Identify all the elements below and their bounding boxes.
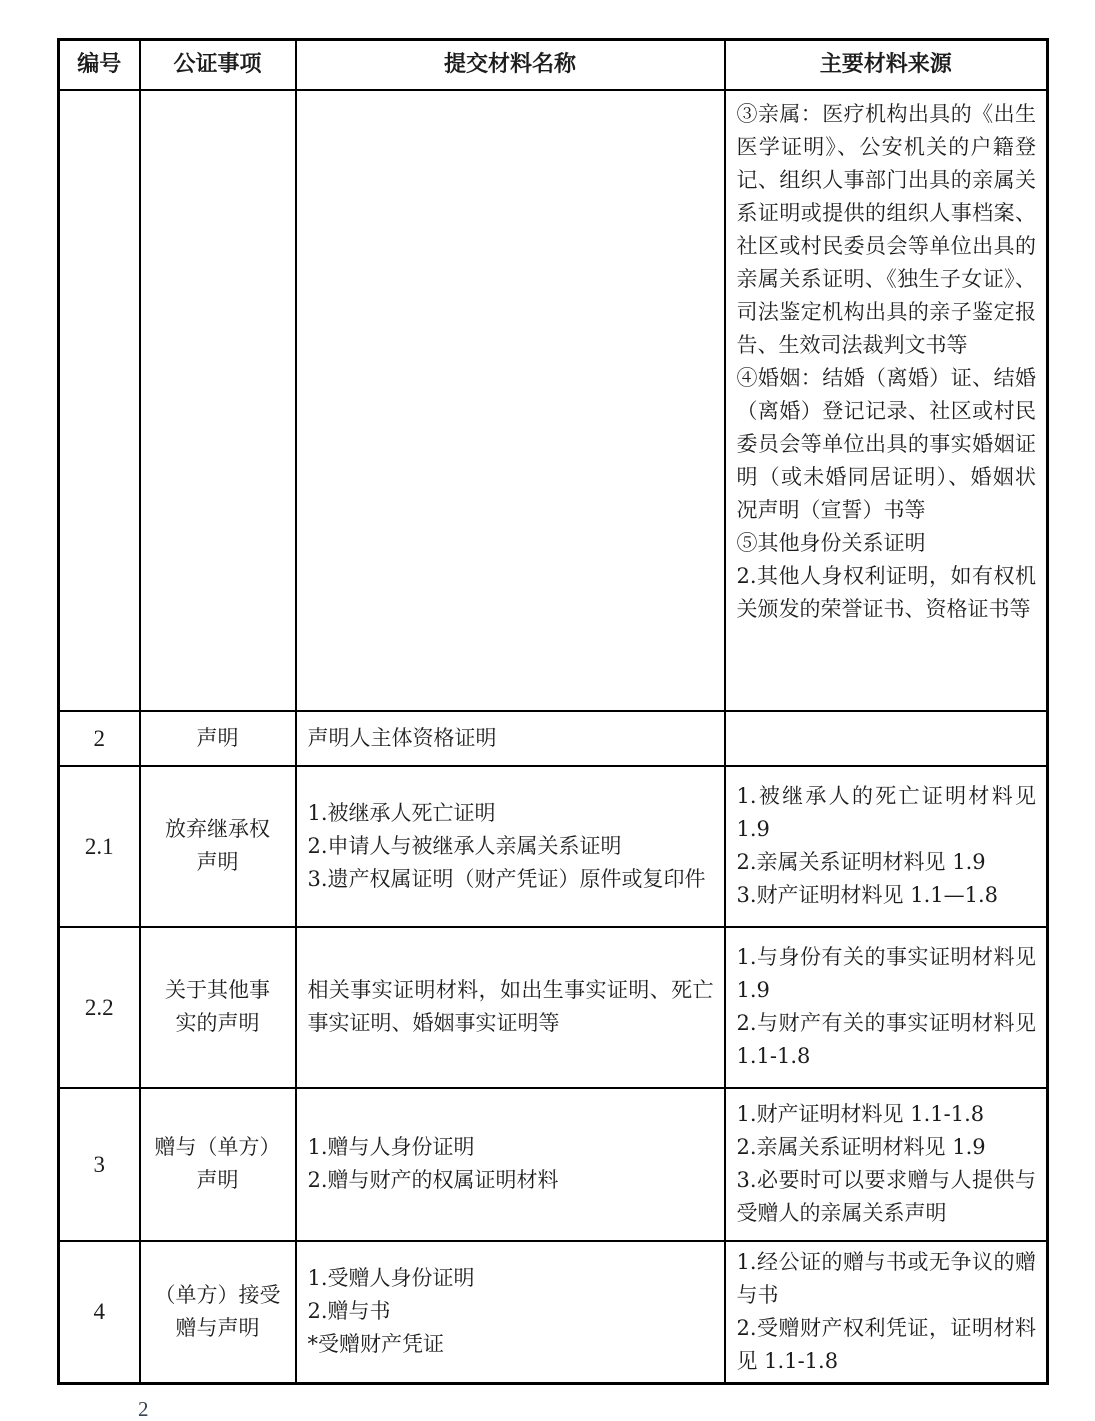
row-materials-cell	[296, 90, 725, 711]
row-matter-cell	[140, 1088, 296, 1241]
row-matter-cell	[140, 1241, 296, 1384]
table-row	[59, 1241, 1048, 1384]
text-line: 声明	[196, 725, 239, 750]
text-line: 实的声明	[175, 1011, 260, 1035]
text-line: 2.受赠财产权利凭证，证明材料见 1.1-1.8	[736, 1315, 1036, 1373]
table-row	[59, 766, 1048, 927]
page-number-partial: 2	[138, 1397, 149, 1421]
row-materials-cell	[296, 766, 725, 927]
row-matter-cell	[140, 766, 296, 927]
text-line: 1.被继承人死亡证明	[307, 800, 496, 825]
text-line: 放弃继承权	[165, 817, 270, 841]
row-materials-cell	[296, 1088, 725, 1241]
row-sources-cell	[725, 766, 1048, 927]
row-id-cell: 2.1	[59, 766, 140, 927]
text-line: 相关事实证明材料，如出生事实证明、死亡事实证明、婚姻事实证明等	[307, 978, 714, 1035]
row-sources-cell	[725, 1241, 1048, 1384]
text-line: 1.受赠人身份证明	[307, 1266, 475, 1290]
text-line: 3.财产证明材料见 1.1—1.8	[736, 883, 999, 907]
header-cell-matter: 公证事项	[140, 40, 296, 90]
row-id-cell: 2.2	[59, 927, 140, 1088]
text-line: ③亲属：医疗机构出具的《出生医学证明》、公安机关的户籍登记、组织人事部门出具的亲属关系证明或提供的组织人事档案、社区或村民委员会等单位出具的亲属关系证明、《独生子女证》、司法鉴定机构出具的亲子鉴定报告、生效司法裁判文书等	[736, 101, 1036, 357]
row-id-cell: 4	[59, 1241, 140, 1384]
text-line: 1.被继承人的死亡证明材料见 1.9	[736, 784, 1036, 841]
table-header-row	[59, 40, 1048, 90]
notary-materials-table	[57, 38, 1049, 1385]
header-cell-id: 编号	[59, 40, 140, 90]
row-matter-cell	[140, 711, 296, 766]
text-line: 1.与身份有关的事实证明材料见 1.9	[736, 945, 1036, 1002]
table-row	[59, 90, 1048, 711]
text-line: 赠与声明	[175, 1315, 260, 1340]
text-line: 2.亲属关系证明材料见 1.9	[736, 1135, 986, 1159]
text-line: 1.赠与人身份证明	[307, 1135, 475, 1159]
row-id-cell	[59, 90, 140, 711]
text-line: 声明	[196, 1168, 239, 1192]
header-cell-materials: 提交材料名称	[296, 40, 725, 90]
row-id-cell: 3	[59, 1088, 140, 1241]
table-row	[59, 927, 1048, 1088]
header-cell-sources: 主要材料来源	[725, 40, 1048, 90]
text-line: 2.申请人与被继承人亲属关系证明	[307, 833, 622, 858]
text-line: *受赠财产凭证	[307, 1332, 444, 1356]
row-matter-cell	[140, 927, 296, 1088]
text-line: 声明	[196, 850, 239, 874]
text-line: 2.与财产有关的事实证明材料见 1.1-1.8	[736, 1011, 1036, 1068]
table-row	[59, 1088, 1048, 1241]
text-line: 2.亲属关系证明材料见 1.9	[736, 850, 986, 874]
row-id-cell: 2	[59, 711, 140, 766]
table-row	[59, 711, 1048, 766]
row-sources-cell	[725, 90, 1048, 711]
text-line: 3.遗产权属证明（财产凭证）原件或复印件	[307, 866, 706, 891]
text-line: ④婚姻：结婚（离婚）证、结婚（离婚）登记记录、社区或村民委员会等单位出具的事实婚姻证明（或未婚同居证明）、婚姻状况声明（宣誓）书等	[736, 365, 1036, 522]
row-sources-cell	[725, 1088, 1048, 1241]
text-line: ⑤其他身份关系证明	[736, 530, 926, 555]
text-line: 2.赠与财产的权属证明材料	[307, 1168, 559, 1192]
text-line: 赠与（单方）	[154, 1135, 281, 1159]
text-line: 2.其他人身权利证明，如有权机关颁发的荣誉证书、资格证书等	[736, 563, 1036, 621]
text-line: 关于其他事	[165, 978, 270, 1002]
text-line: 3.必要时可以要求赠与人提供与受赠人的亲属关系声明	[736, 1168, 1036, 1225]
row-sources-cell	[725, 927, 1048, 1088]
row-matter-cell	[140, 90, 296, 711]
row-materials-cell	[296, 711, 725, 766]
text-line: （单方）接受	[154, 1282, 281, 1307]
text-line: 2.赠与书	[307, 1299, 391, 1323]
row-materials-cell	[296, 927, 725, 1088]
text-line: 1.财产证明材料见 1.1-1.8	[736, 1102, 985, 1126]
row-sources-cell	[725, 711, 1048, 766]
text-line: 声明人主体资格证明	[307, 725, 497, 750]
row-materials-cell	[296, 1241, 725, 1384]
text-line: 1.经公证的赠与书或无争议的赠与书	[736, 1249, 1036, 1307]
